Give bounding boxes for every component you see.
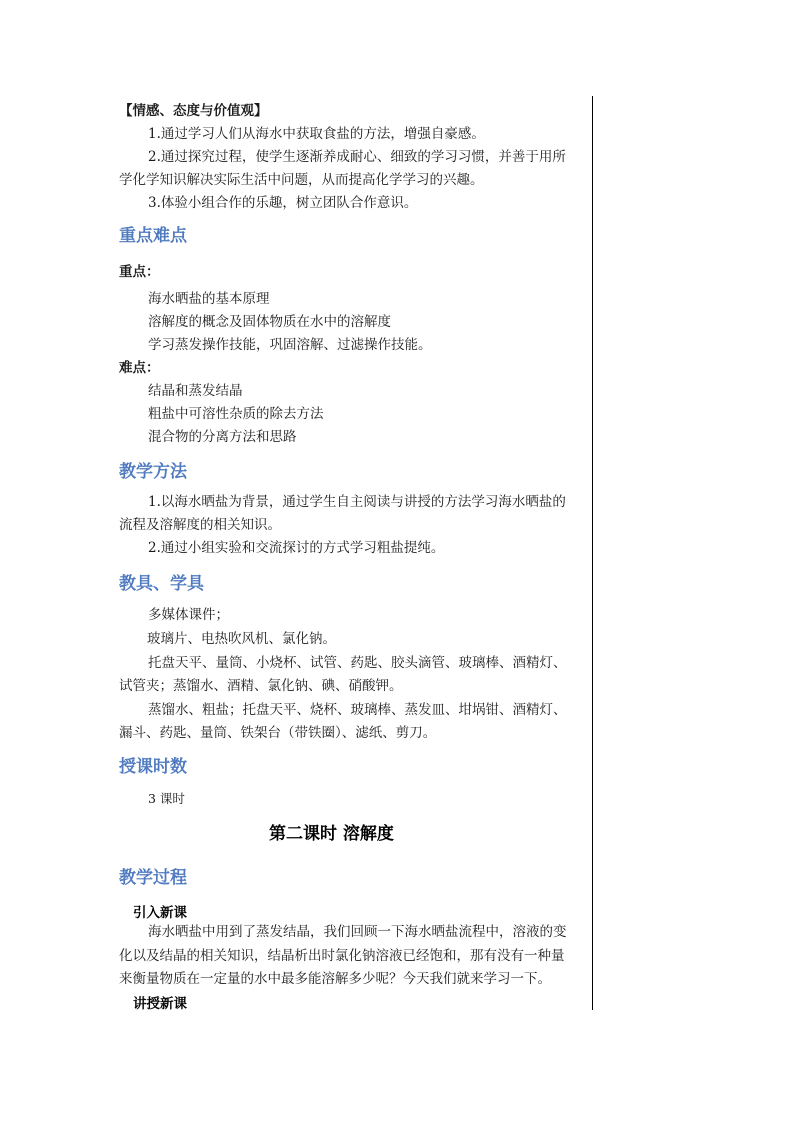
difficult-item: 结晶和蒸发结晶 [148, 383, 243, 399]
attitude-heading: 【情感、态度与价值观】 [119, 103, 268, 119]
intro-line: 来衡量物质在一定量的水中最多能溶解多少呢？今天我们就来学习一下。 [119, 971, 551, 987]
intro-label: 引入新课 [133, 905, 187, 921]
difficult-label: 难点： [119, 360, 160, 376]
process-heading: 教学过程 [119, 868, 187, 888]
intro-line: 化以及结晶的相关知识，结晶析出时氯化钠溶液已经饱和，那有没有一种量 [119, 948, 565, 964]
difficult-item: 混合物的分离方法和思路 [148, 429, 297, 445]
difficult-item: 粗盐中可溶性杂质的除去方法 [148, 406, 324, 422]
key-item: 学习蒸发操作技能，巩固溶解、过滤操作技能。 [148, 337, 432, 353]
methods-heading: 教学方法 [119, 462, 187, 482]
hours-heading: 授课时数 [119, 757, 187, 777]
intro-line: 海水晒盐中用到了蒸发结晶，我们回顾一下海水晒盐流程中，溶液的变 [148, 924, 567, 940]
hours-value: 3 课时 [148, 791, 185, 806]
table-right-border [592, 96, 593, 1010]
tools-heading: 教具、学具 [119, 574, 204, 594]
tools-line: 玻璃片、电热吹风机、氯化钠。 [147, 631, 336, 647]
key-item: 海水晒盐的基本原理 [148, 291, 270, 307]
key-item: 溶解度的概念及固体物质在水中的溶解度 [148, 314, 391, 330]
methods-line: 2.通过小组实验和交流探讨的方式学习粗盐提纯。 [148, 540, 445, 556]
methods-line: 1.以海水晒盐为背景，通过学生自主阅读与讲授的方法学习海水晒盐的 [148, 494, 566, 510]
attitude-item: 3.体验小组合作的乐趣，树立团队合作意识。 [148, 195, 418, 211]
tools-line: 蒸馏水、粗盐；托盘天平、烧杯、玻璃棒、蒸发皿、坩埚钳、酒精灯、 [148, 702, 567, 718]
key-label: 重点： [119, 264, 160, 280]
attitude-item: 学化学知识解决实际生活中问题，从而提高化学学习的兴趣。 [119, 172, 484, 188]
tools-line: 试管夹；蒸馏水、酒精、氯化钠、碘、硝酸钾。 [119, 678, 403, 694]
tools-line: 漏斗、药匙、量筒、铁架台（带铁圈）、滤纸、剪刀。 [119, 725, 437, 741]
tools-line: 多媒体课件； [148, 607, 229, 623]
methods-line: 流程及溶解度的相关知识。 [119, 517, 281, 533]
tools-line: 托盘天平、量筒、小烧杯、试管、药匙、胶头滴管、玻璃棒、酒精灯、 [148, 655, 567, 671]
lesson-title: 第二课时 溶解度 [269, 824, 394, 844]
attitude-item: 1.通过学习人们从海水中获取食盐的方法，增强自豪感。 [148, 126, 485, 142]
new-lesson-label: 讲授新课 [133, 996, 187, 1012]
attitude-item: 2.通过探究过程，使学生逐渐养成耐心、细致的学习习惯，并善于用所 [148, 149, 566, 165]
key-points-heading: 重点难点 [119, 226, 187, 246]
